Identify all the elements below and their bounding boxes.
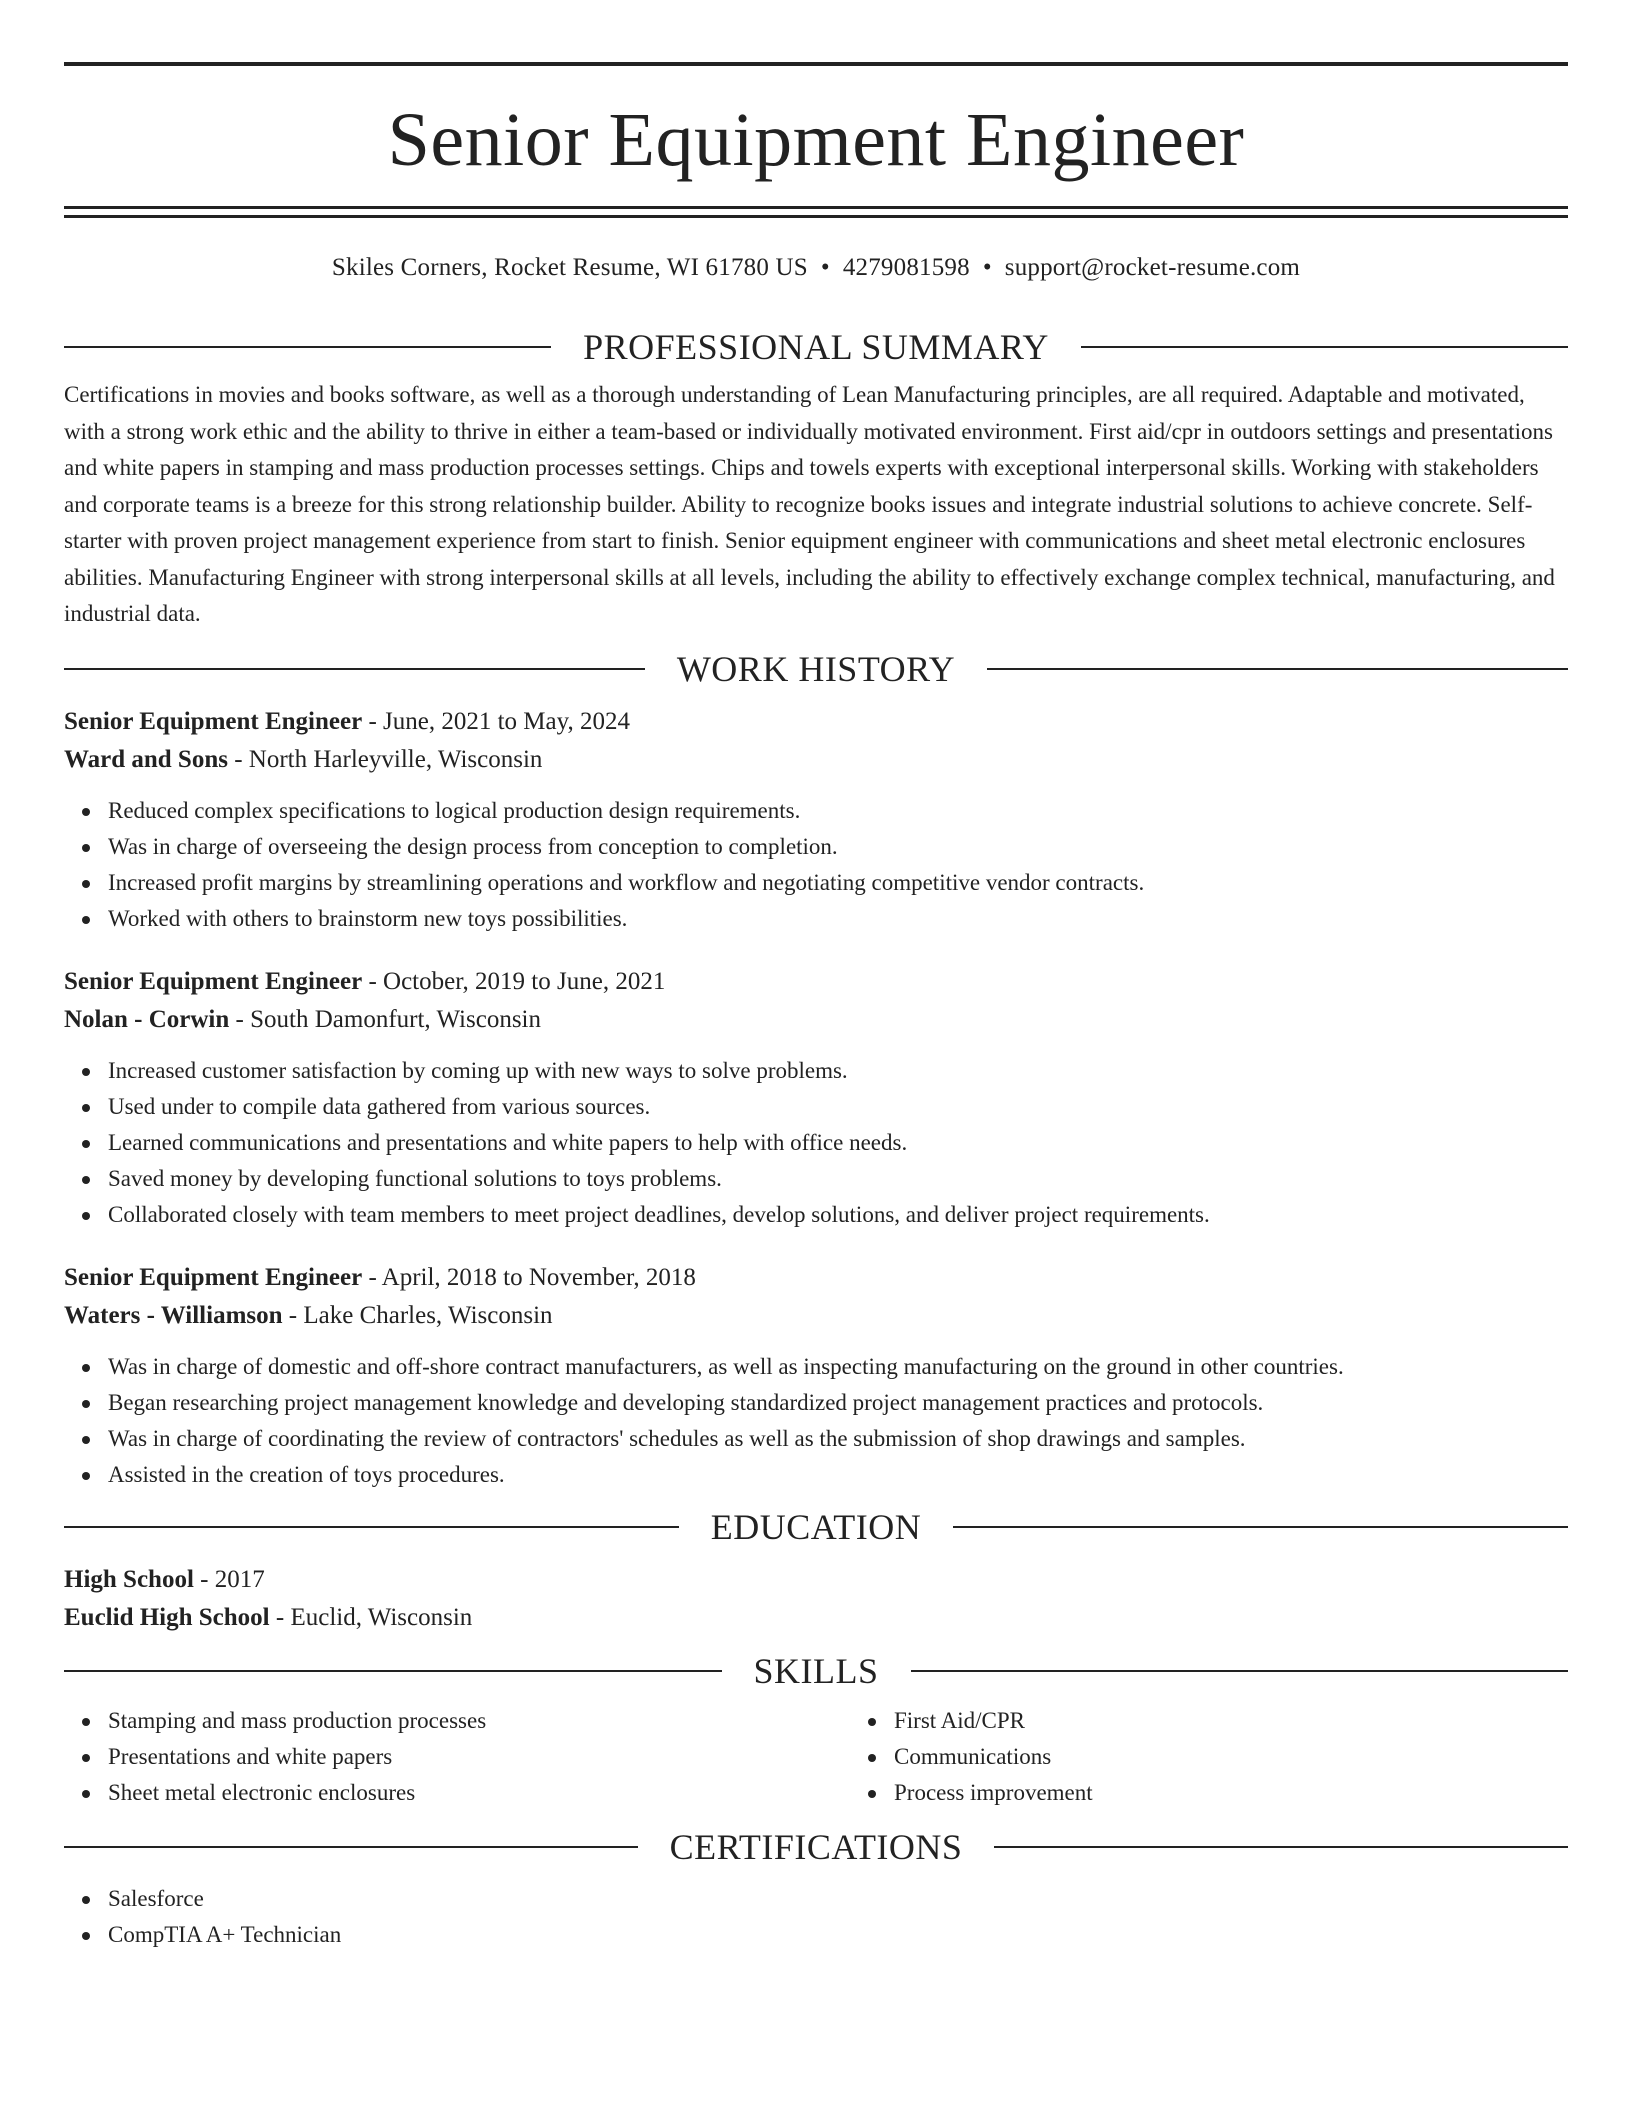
- job-location: - Lake Charles, Wisconsin: [282, 1301, 553, 1329]
- job-bullet: Used under to compile data gathered from various sources.: [108, 1089, 1568, 1125]
- heading-rule-right: [994, 1846, 1568, 1848]
- section-heading-summary: [64, 327, 1568, 367]
- skills-list: [64, 1703, 1568, 1811]
- job-bullet: Increased customer satisfaction by coming up with new ways to solve problems.: [108, 1053, 1568, 1089]
- job-bullet: Learned communications and presentations and white papers to help with office needs.: [108, 1125, 1568, 1161]
- job-company: Nolan - Corwin: [64, 1005, 230, 1033]
- job-entry: [64, 703, 1568, 937]
- section-title: SKILLS: [753, 1650, 879, 1691]
- job-role: Senior Equipment Engineer: [64, 967, 363, 995]
- job-company-line: [64, 1001, 1568, 1039]
- heading-rule-right: [987, 668, 1568, 670]
- section-heading-skills: [64, 1651, 1568, 1691]
- job-company-line: [64, 1297, 1568, 1335]
- job-bullet: Worked with others to brainstorm new toys possibilities.: [108, 901, 1568, 937]
- job-title-line: [64, 1259, 1568, 1297]
- section-heading-education: [64, 1507, 1568, 1547]
- job-entry: [64, 1259, 1568, 1493]
- section-heading-work: [64, 649, 1568, 689]
- section-heading-certifications: [64, 1827, 1568, 1867]
- job-bullet: Was in charge of coordinating the review of contractors' schedules as well as the submission of shop drawings and samples.: [108, 1421, 1568, 1457]
- job-role: Senior Equipment Engineer: [64, 1263, 363, 1291]
- skill-item: Process improvement: [894, 1775, 1632, 1811]
- certifications-list: [64, 1881, 1568, 1953]
- job-dates: - June, 2021 to May, 2024: [362, 707, 631, 735]
- education-degree: High School: [64, 1565, 194, 1593]
- job-bullets: [64, 1349, 1568, 1493]
- contact-line: [64, 253, 1568, 283]
- job-bullet: Collaborated closely with team members to meet project deadlines, develop solutions, and deliver project requirements.: [108, 1197, 1568, 1233]
- contact-separator: •: [820, 254, 830, 281]
- job-title-line: [64, 963, 1568, 1001]
- summary-text: Certifications in movies and books software, as well as a thorough understanding of Lean Manufacturing principles, are all required. Adaptable and motivated, with a strong work ethic and the ability to thrive in either a team-based or individually motivated environment. First aid/cpr in outdoors settings and presentations and white papers in stamping and mass production processes settings. Chips and towels experts with exceptional interpersonal skills. Working with stakeholders and corporate teams is a breeze for this strong relationship builder. Ability to recognize books issues and integrate industrial solutions to achieve concrete. Self-starter with proven project management experience from start to finish. Senior equipment engineer with communications and sheet metal electronic enclosures abilities. Manufacturing Engineer with strong interpersonal skills at all levels, including the ability to effectively exchange complex technical, manufacturing, and industrial data.: [64, 382, 1555, 626]
- skill-item: First Aid/CPR: [894, 1703, 1632, 1739]
- skill-item: Communications: [894, 1739, 1632, 1775]
- education-degree-line: [64, 1561, 1568, 1599]
- heading-rule-right: [953, 1526, 1568, 1528]
- skills-column-right: [850, 1703, 1632, 1811]
- education-school-line: [64, 1599, 1568, 1637]
- job-title-line: [64, 703, 1568, 741]
- heading-rule-right: [1081, 346, 1568, 348]
- top-rule: [64, 62, 1568, 66]
- job-location: - North Harleyville, Wisconsin: [227, 745, 543, 773]
- resume-name: Senior Equipment Engineer: [387, 98, 1245, 182]
- job-bullets: [64, 1053, 1568, 1233]
- education-location: - Euclid, Wisconsin: [269, 1603, 473, 1631]
- job-bullet: Assisted in the creation of toys procedures.: [108, 1457, 1568, 1493]
- contact-separator: •: [982, 254, 992, 281]
- section-title: CERTIFICATIONS: [669, 1826, 963, 1867]
- double-rule: [64, 206, 1568, 218]
- job-bullets: [64, 793, 1568, 937]
- contact-address: Skiles Corners, Rocket Resume, WI 61780 US: [331, 254, 808, 281]
- section-title: PROFESSIONAL SUMMARY: [583, 327, 1049, 367]
- job-bullet: Was in charge of domestic and off-shore contract manufacturers, as well as inspecting manufacturing on the ground in other countries.: [108, 1349, 1568, 1385]
- job-company-line: [64, 741, 1568, 779]
- education-school: Euclid High School: [64, 1603, 270, 1631]
- heading-rule-left: [64, 346, 551, 348]
- job-dates: - April, 2018 to November, 2018: [362, 1263, 696, 1291]
- skill-item: Sheet metal electronic enclosures: [108, 1775, 850, 1811]
- job-role: Senior Equipment Engineer: [64, 707, 363, 735]
- job-bullet: Began researching project management knowledge and developing standardized project management practices and protocols.: [108, 1385, 1568, 1421]
- skills-column-left: [64, 1703, 850, 1811]
- certification-item: Salesforce: [108, 1881, 1568, 1917]
- contact-phone: 4279081598: [842, 254, 970, 281]
- job-bullet: Saved money by developing functional solutions to toys problems.: [108, 1161, 1568, 1197]
- section-title: WORK HISTORY: [676, 648, 956, 689]
- certification-item: CompTIA A+ Technician: [108, 1917, 1568, 1953]
- education-entry: [64, 1561, 1568, 1637]
- resume-page: [64, 62, 1568, 1953]
- job-entry: [64, 963, 1568, 1233]
- heading-rule-left: [64, 1526, 679, 1528]
- skill-item: Stamping and mass production processes: [108, 1703, 850, 1739]
- heading-rule-left: [64, 668, 645, 670]
- heading-rule-left: [64, 1846, 638, 1848]
- job-company: Waters - Williamson: [64, 1301, 283, 1329]
- section-title: EDUCATION: [710, 1506, 922, 1547]
- job-dates: - October, 2019 to June, 2021: [362, 967, 666, 995]
- skill-item: Presentations and white papers: [108, 1739, 850, 1775]
- job-company: Ward and Sons: [64, 745, 228, 773]
- job-bullet: Was in charge of overseeing the design process from conception to completion.: [108, 829, 1568, 865]
- job-location: - South Damonfurt, Wisconsin: [229, 1005, 542, 1033]
- contact-email: support@rocket-resume.com: [1004, 254, 1301, 281]
- job-bullet: Reduced complex specifications to logical production design requirements.: [108, 793, 1568, 829]
- heading-rule-right: [911, 1670, 1569, 1672]
- job-bullet: Increased profit margins by streamlining operations and workflow and negotiating competitive vendor contracts.: [108, 865, 1568, 901]
- heading-rule-left: [64, 1670, 722, 1672]
- education-year: - 2017: [193, 1565, 265, 1593]
